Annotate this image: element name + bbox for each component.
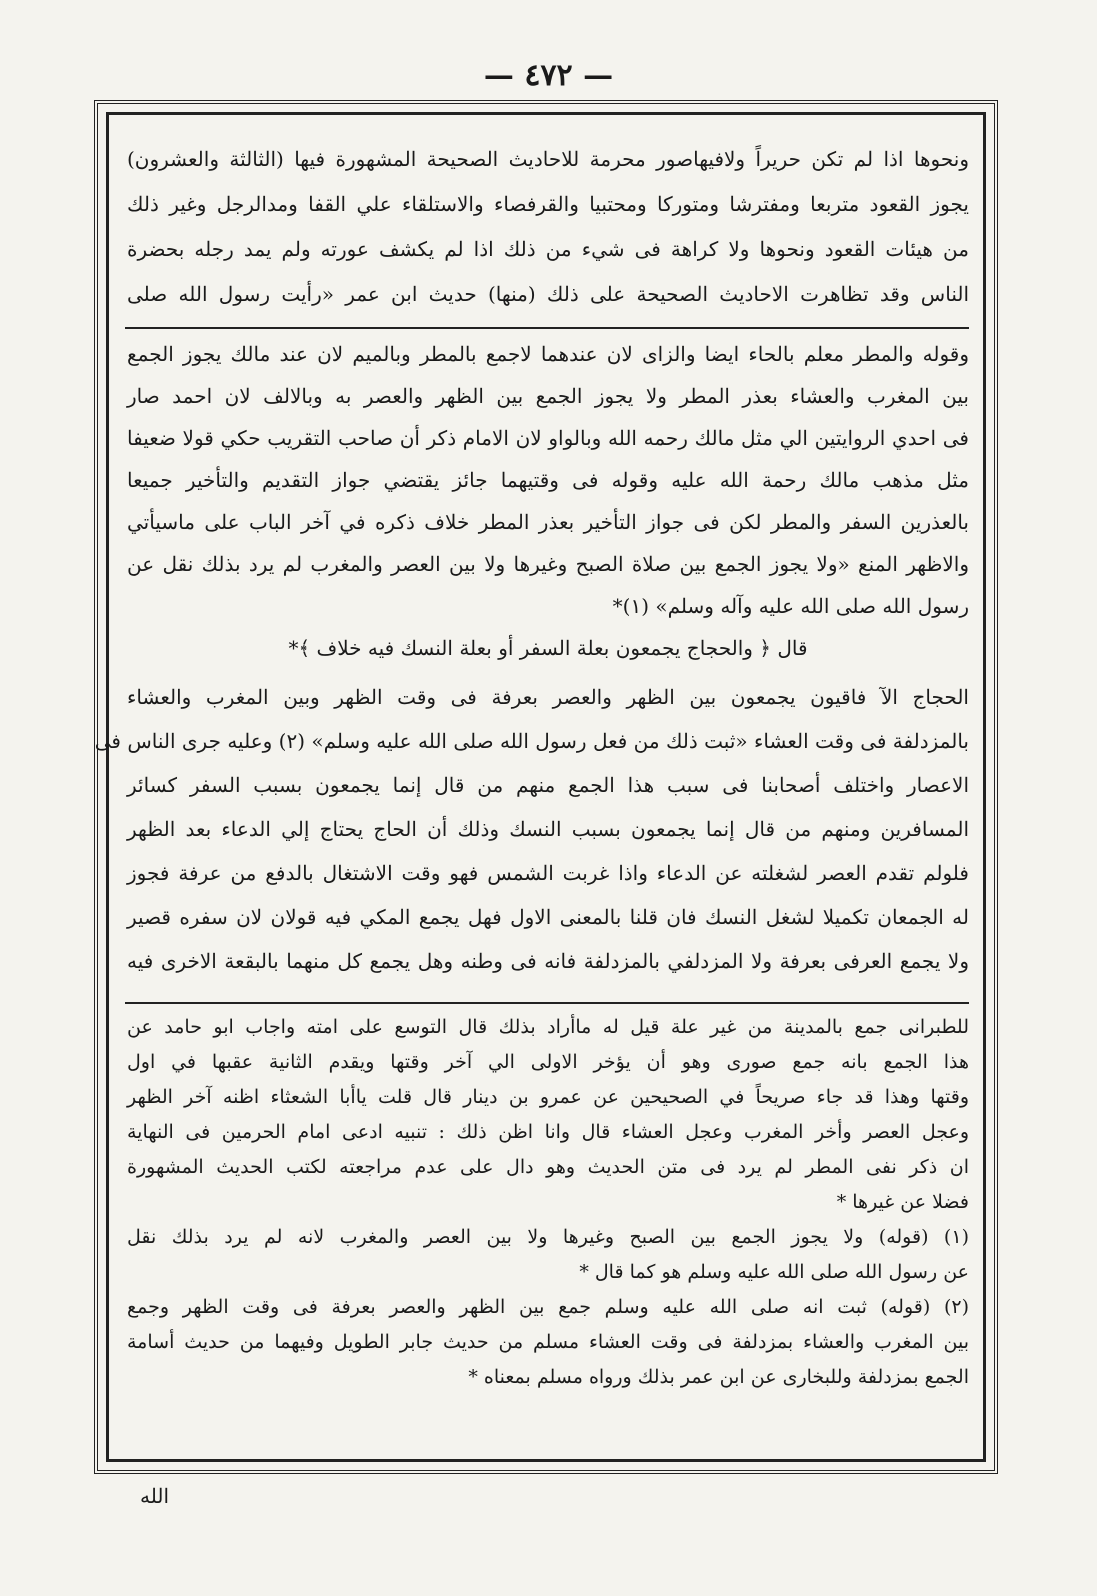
section-divider <box>125 327 969 329</box>
text-line: عن رسول الله صلى الله عليه وسلم هو كما قال * <box>579 1261 969 1283</box>
text-line: ولا يجمع العرفى بعرفة ولا المزدلفي بالمزدلفة فانه فى وطنه وهل يجمع كل منهما بالبقعة الاخرى فيه <box>127 949 969 973</box>
text-line: بالعذرين السفر والمطر لكن فى جواز التأخير بعذر المطر خلاف ذكره في آخر الباب على ماسيأتي <box>127 510 970 534</box>
text-line: الحجاج الآ فاقيون يجمعون بين الظهر والعصر بعرفة فى وقت الظهر وبين المغرب والعشاء <box>127 685 969 709</box>
footnote-2: (٢) (قوله) ثبت انه صلى الله عليه وسلم جمع بين الظهر والعصر بعرفة فى وقت الظهر وجمع <box>127 1296 969 1318</box>
text-line: يجوز القعود متربعا ومفترشا ومتوركا ومحتبيا والقرفصاء والاستلقاء علي القفا ومدالرجل وغير ذلك <box>127 192 969 216</box>
text-line: فى احدي الروايتين الي مثل مالك رحمه الله وبالواو لان الامام ذكر أن صاحب التقريب حكي قولا ضعيفا <box>127 426 969 450</box>
text-line: فلولم تقدم العصر لشغلته عن الدعاء واذا غربت الشمس فهو وقت الاشتغال بالدفع من عرفة فجوز <box>127 861 969 885</box>
commentary-text-continued <box>94 675 969 983</box>
footnote-divider <box>125 1002 969 1004</box>
text-line: وقوله والمطر معلم بالحاء ايضا والزاى لان عندهما لاجمع بالمطر وبالميم لان عند مالك يجوز الجمع <box>127 342 969 366</box>
text-line: رسول الله صلى الله عليه وآله وسلم» (١)* <box>612 594 969 618</box>
text-line: الجمع بمزدلفة وللبخارى عن ابن عمر بذلك ورواه مسلم بمعناه * <box>468 1366 969 1388</box>
text-line: وعجل العصر وأخر المغرب وعجل العشاء قال وانا اظن ذلك : تنبيه ادعى امام الحرمين فى النهاية <box>127 1121 969 1143</box>
text-line: للطبرانى جمع بالمدينة من غير علة قيل له ماأراد بذلك قال التوسع على امته واجاب ابو حامد عن <box>127 1016 969 1038</box>
text-line: ونحوها اذا لم تكن حريراً ولافيهاصور محرمة للاحاديث الصحيحة المشهورة فيها (الثالثة والعشرون) <box>127 147 969 171</box>
page-outer-frame <box>94 100 998 1474</box>
catchword: الله <box>140 1484 169 1508</box>
text-line: الناس وقد تظاهرت الاحاديث الصحيحة على ذلك (منها) حديث ابن عمر «رأيت رسول الله صلى <box>127 282 969 306</box>
text-line: الاعصار واختلف أصحابنا فى سبب هذا الجمع منهم من قال إنما يجمعون بسبب السفر كسائر <box>127 773 969 797</box>
text-line: والاظهر المنع «ولا يجوز الجمع بين صلاة الصبح وغيرها ولا بين العصر والمغرب لم يرد بذلك نقل عن <box>127 552 969 576</box>
text-line: له الجمعان تكميلا لشغل النسك فان قلنا بالمعنى الاول فهل يجمع المكي فيه قولان لان سفره قصير <box>127 905 969 929</box>
page-number: — ٤٧٢ — <box>483 58 614 93</box>
text-line: بين المغرب والعشاء بعذر المطر ولا يجوز الجمع بين الظهر والعصر به وبالالف لان احمد صار <box>127 384 970 408</box>
text-line: المسافرين ومنهم من قال إنما يجمعون بسبب النسك وذلك أن الحاج يحتاج إلي الدعاء بعد الظهر <box>127 817 969 841</box>
footnote-1: (١) (قوله) ولا يجوز الجمع بين الصبح وغيرها ولا بين العصر والمغرب لانه لم يرد بذلك نقل <box>127 1226 969 1248</box>
main-text-top <box>127 137 969 317</box>
text-line: ان ذكر نفى المطر لم يرد فى متن الحديث وهو دال على عدم مراجعته لكتب الحديث المشهورة <box>127 1156 969 1178</box>
footnote-text <box>127 1010 969 1395</box>
section-heading: قال ﴿ والحجاج يجمعون بعلة السفر أو بعلة النسك فيه خلاف ﴾* <box>288 636 808 660</box>
text-line: وقتها وهذا قد جاء صريحاً في الصحيحين عن عمرو بن دينار قال قلت ياأبا الشعثاء اظنه آخر الظهر <box>127 1086 969 1108</box>
text-line: فضلا عن غيرها * <box>836 1191 969 1213</box>
page-inner-frame <box>94 112 986 1462</box>
text-line: مثل مذهب مالك رحمة الله عليه وقوله فى وقتيهما جائز يقتضي جواز التقديم والتأخير جميعا <box>127 468 969 492</box>
text-line: بين المغرب والعشاء بمزدلفة فى وقت العشاء مسلم من حديث جابر الطويل وفيهما من حديث أسامة <box>127 1331 969 1353</box>
text-line: من هيئات القعود ونحوها ولا كراهة فى شيء من ذلك اذا لم يكشف عورته ولم يمد رجله بحضرة <box>127 237 969 261</box>
text-line: بالمزدلفة فى وقت العشاء «ثبت ذلك من فعل رسول الله صلى الله عليه وسلم» (٢) وعليه جرى الناس فى <box>94 729 969 753</box>
commentary-text <box>127 333 969 669</box>
text-line: هذا الجمع بانه جمع صورى وهو أن يؤخر الاولى الي آخر وقتها ويقدم الثانية عقبها في اول <box>127 1051 969 1073</box>
